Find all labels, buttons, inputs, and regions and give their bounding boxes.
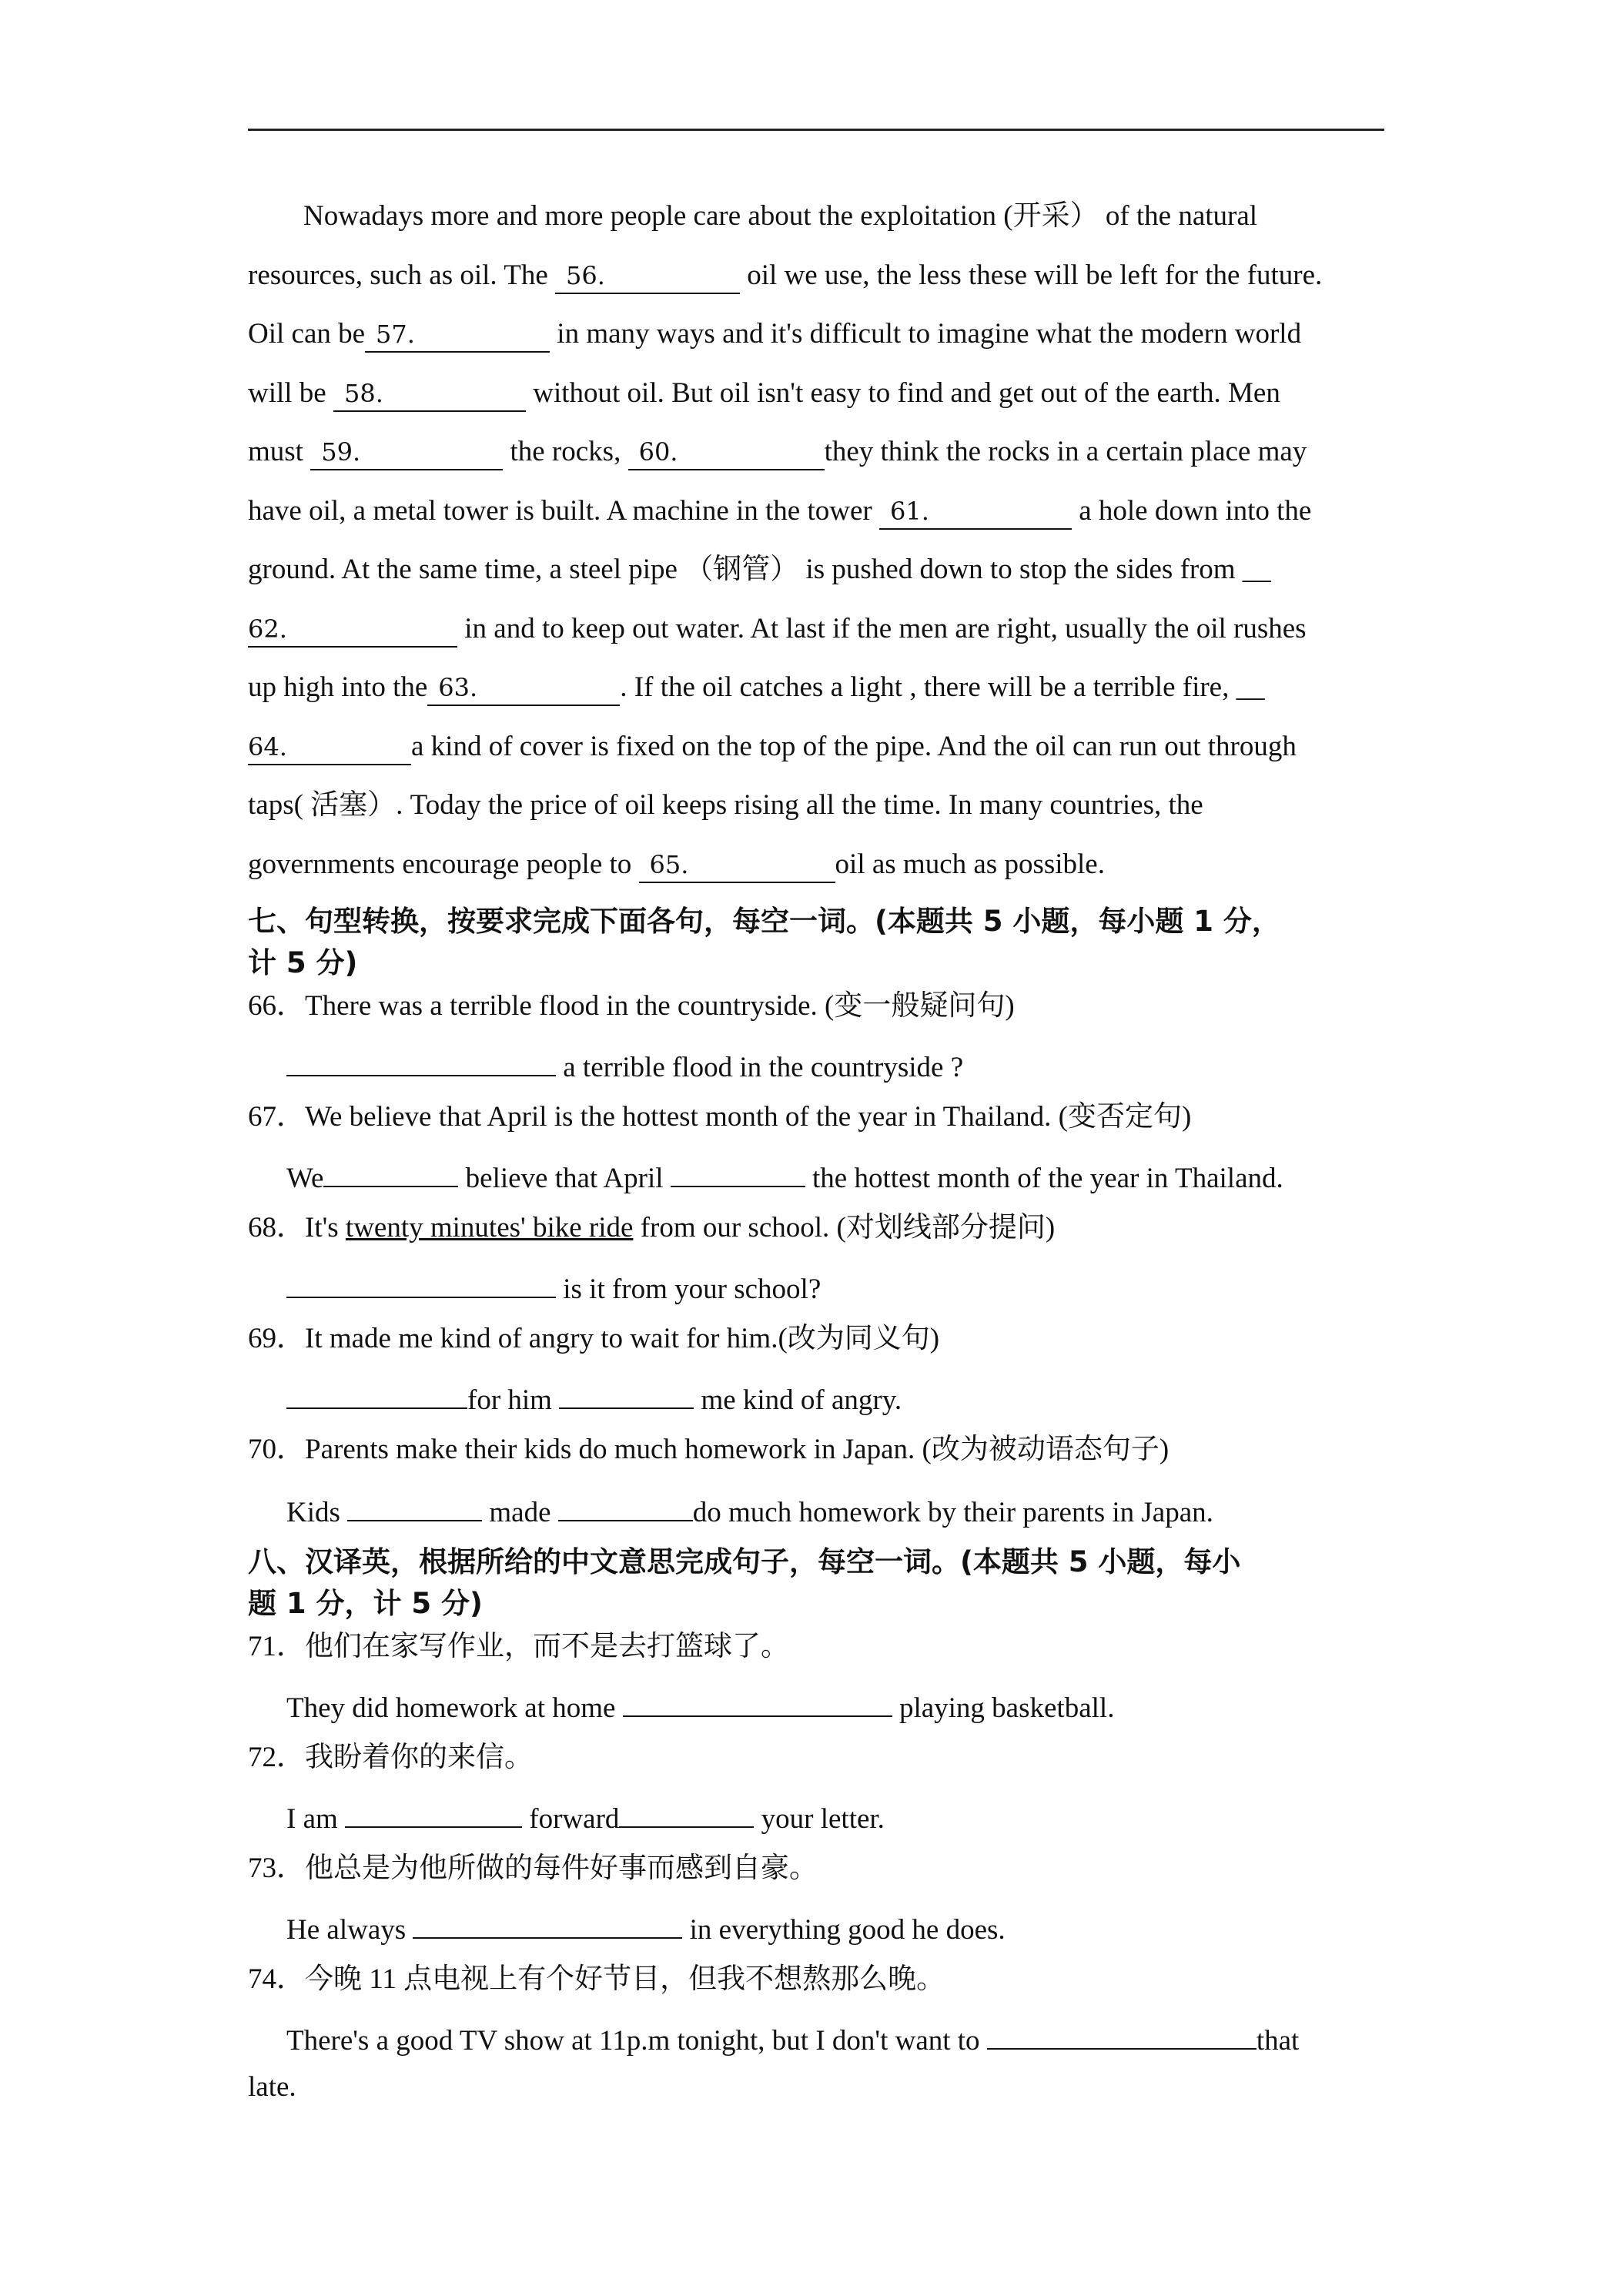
passage-line bbox=[248, 541, 1387, 600]
passage-line bbox=[248, 718, 1387, 777]
passage-text: in many ways and it's difficult to imagine what the modern world bbox=[557, 318, 1302, 350]
answer-text: that bbox=[1256, 2025, 1300, 2057]
answer-74 bbox=[286, 2017, 1380, 2059]
question-text: 67．We believe that April is the hottest month of the year in Thailand. (变否定句) bbox=[248, 1101, 1192, 1133]
question-70 bbox=[248, 1432, 1387, 1468]
passage-line bbox=[248, 835, 1387, 895]
passage-line bbox=[248, 776, 1387, 835]
blank-number: 62. bbox=[248, 614, 287, 644]
question-text: 74．今晚 11 点电视上有个好节目，但我不想熬那么晚。 bbox=[248, 1963, 945, 1995]
answer-text: your letter. bbox=[754, 1803, 885, 1835]
answer-text: is it from your school? bbox=[556, 1274, 822, 1305]
question-text: 73．他总是为他所做的每件好事而感到自豪。 bbox=[248, 1853, 818, 1884]
blank-64[interactable] bbox=[248, 730, 411, 765]
answer-blank[interactable] bbox=[619, 1796, 754, 1828]
blank-number: 58. bbox=[343, 378, 383, 408]
question-text: 66．There was a terrible flood in the countryside. (变一般疑问句) bbox=[248, 990, 1015, 1022]
passage-text: have oil, a metal tower is built. A machine in the tower bbox=[248, 494, 879, 527]
blank-61[interactable] bbox=[879, 494, 1072, 530]
answer-blank[interactable] bbox=[286, 1377, 467, 1409]
passage-text: will be bbox=[248, 377, 333, 409]
answer-69 bbox=[286, 1377, 1380, 1418]
answer-blank[interactable] bbox=[286, 1266, 556, 1298]
answer-text: me kind of angry. bbox=[694, 1384, 902, 1416]
passage-text: must bbox=[248, 436, 311, 467]
answer-text: forward bbox=[522, 1803, 620, 1835]
answer-blank[interactable] bbox=[559, 1377, 694, 1409]
answer-text: believe that April bbox=[458, 1163, 671, 1194]
blank-58[interactable] bbox=[333, 377, 526, 412]
blank-65[interactable] bbox=[639, 848, 835, 883]
blank-number: 59. bbox=[321, 437, 361, 467]
section-heading-line: 计 5 分) bbox=[248, 946, 358, 979]
answer-67 bbox=[286, 1155, 1380, 1197]
passage-line bbox=[248, 305, 1387, 364]
blank-number: 61. bbox=[889, 496, 929, 526]
answer-text: They did homework at home bbox=[286, 1692, 623, 1724]
question-text: 68．It's bbox=[248, 1212, 346, 1243]
passage-line bbox=[248, 482, 1387, 541]
blank-57[interactable] bbox=[365, 317, 550, 353]
answer-71 bbox=[286, 1685, 1380, 1726]
answer-73 bbox=[286, 1906, 1380, 1948]
answer-text: He always bbox=[286, 1914, 413, 1946]
question-74 bbox=[248, 1962, 1387, 1997]
question-68 bbox=[248, 1210, 1387, 1246]
passage-text: a kind of cover is fixed on the top of the pipe. And the oil can run out through bbox=[411, 730, 1297, 762]
passage-text: Oil can be bbox=[248, 318, 366, 350]
answer-text: the hottest month of the year in Thailand. bbox=[805, 1163, 1283, 1194]
cloze-passage bbox=[248, 187, 1387, 894]
passage-text: they think the rocks in a certain place may bbox=[824, 436, 1307, 467]
answer-text: a terrible flood in the countryside ? bbox=[556, 1052, 964, 1083]
answer-74-continued bbox=[248, 2070, 1387, 2105]
passage-line bbox=[248, 658, 1387, 718]
answer-text: do much homework by their parents in Japan. bbox=[692, 1497, 1213, 1528]
answer-text: late. bbox=[248, 2071, 296, 2103]
blank-63[interactable] bbox=[427, 671, 620, 706]
answer-blank[interactable] bbox=[323, 1155, 458, 1187]
answer-blank[interactable] bbox=[286, 1044, 556, 1076]
question-71 bbox=[248, 1629, 1387, 1665]
blank-56[interactable] bbox=[555, 259, 740, 294]
section-heading-line: 题 1 分，计 5 分) bbox=[248, 1587, 483, 1620]
passage-text: taps( 活塞）. Today the price of oil keeps rising all the time. In many countries, the bbox=[248, 789, 1203, 821]
passage-line bbox=[248, 600, 1387, 659]
passage-text: governments encourage people to bbox=[248, 848, 639, 880]
answer-blank[interactable] bbox=[671, 1155, 805, 1187]
passage-text: . If the oil catches a light , there will be a terrible fire, __ bbox=[620, 671, 1265, 703]
passage-text: a hole down into the bbox=[1079, 494, 1312, 527]
section-heading-line: 七、句型转换，按要求完成下面各句，每空一词。(本题共 5 小题，每小题 1 分， bbox=[248, 905, 1280, 938]
answer-text: We bbox=[286, 1163, 324, 1194]
question-text: 70．Parents make their kids do much homework in Japan. (改为被动语态句子) bbox=[248, 1434, 1170, 1465]
blank-62[interactable] bbox=[248, 612, 457, 648]
blank-number: 65. bbox=[649, 849, 689, 879]
passage-line bbox=[248, 187, 1387, 246]
passage-line bbox=[248, 423, 1387, 482]
blank-number: 63. bbox=[438, 673, 478, 702]
section-8-heading bbox=[248, 1541, 1387, 1625]
question-73 bbox=[248, 1851, 1387, 1886]
underlined-phrase: twenty minutes' bike ride bbox=[345, 1212, 634, 1243]
answer-text: made bbox=[482, 1497, 558, 1528]
answer-blank[interactable] bbox=[558, 1489, 693, 1521]
answer-text: Kids bbox=[286, 1497, 348, 1528]
blank-60[interactable] bbox=[628, 435, 825, 470]
answer-text: I am bbox=[286, 1803, 346, 1835]
answer-blank[interactable] bbox=[345, 1796, 522, 1828]
answer-70 bbox=[286, 1489, 1380, 1531]
passage-text: without oil. But oil isn't easy to find and get out of the earth. Men bbox=[533, 377, 1280, 409]
header-rule bbox=[248, 129, 1384, 131]
blank-number: 57. bbox=[376, 320, 415, 349]
answer-text: playing basketball. bbox=[892, 1692, 1115, 1724]
blank-number: 64. bbox=[248, 731, 287, 761]
section-7-heading bbox=[248, 901, 1387, 984]
question-72 bbox=[248, 1740, 1387, 1776]
passage-line bbox=[248, 246, 1387, 306]
answer-text: for him bbox=[467, 1384, 560, 1416]
question-69 bbox=[248, 1321, 1387, 1357]
passage-text: Nowadays more and more people care about the exploitation (开采） of the natural bbox=[303, 200, 1258, 232]
passage-text: ground. At the same time, a steel pipe （钢管） is pushed down to stop the sides from __ bbox=[248, 554, 1271, 585]
passage-text: the rocks, bbox=[510, 436, 628, 467]
question-text: from our school. (对划线部分提问) bbox=[633, 1212, 1056, 1243]
passage-text: up high into the bbox=[248, 671, 428, 703]
answer-72 bbox=[286, 1796, 1380, 1837]
passage-text: resources, such as oil. The bbox=[248, 259, 556, 291]
answer-blank[interactable] bbox=[623, 1685, 892, 1717]
answer-blank[interactable] bbox=[987, 2017, 1257, 2050]
question-text: 69．It made me kind of angry to wait for him.(改为同义句) bbox=[248, 1323, 940, 1354]
passage-text: in and to keep out water. At last if the men are right, usually the oil rushes bbox=[464, 612, 1307, 644]
section-heading-line: 八、汉译英，根据所给的中文意思完成句子，每空一词。(本题共 5 小题，每小 bbox=[248, 1545, 1241, 1578]
answer-blank[interactable] bbox=[413, 1906, 682, 1939]
blank-number: 60. bbox=[638, 437, 678, 467]
answer-68 bbox=[286, 1266, 1380, 1307]
answer-text: There's a good TV show at 11p.m tonight, but I don't want to bbox=[286, 2025, 987, 2057]
question-text: 72．我盼着你的来信。 bbox=[248, 1742, 533, 1773]
question-66 bbox=[248, 989, 1387, 1024]
passage-line bbox=[248, 364, 1387, 423]
passage-text: oil as much as possible. bbox=[835, 848, 1105, 880]
question-text: 71．他们在家写作业，而不是去打篮球了。 bbox=[248, 1631, 789, 1662]
passage-text: oil we use, the less these will be left for the future. bbox=[747, 259, 1323, 291]
blank-59[interactable] bbox=[310, 435, 503, 470]
answer-66 bbox=[286, 1044, 1380, 1086]
question-67 bbox=[248, 1099, 1387, 1135]
answer-text: in everything good he does. bbox=[682, 1914, 1006, 1946]
answer-blank[interactable] bbox=[347, 1489, 482, 1521]
blank-number: 56. bbox=[566, 260, 605, 290]
